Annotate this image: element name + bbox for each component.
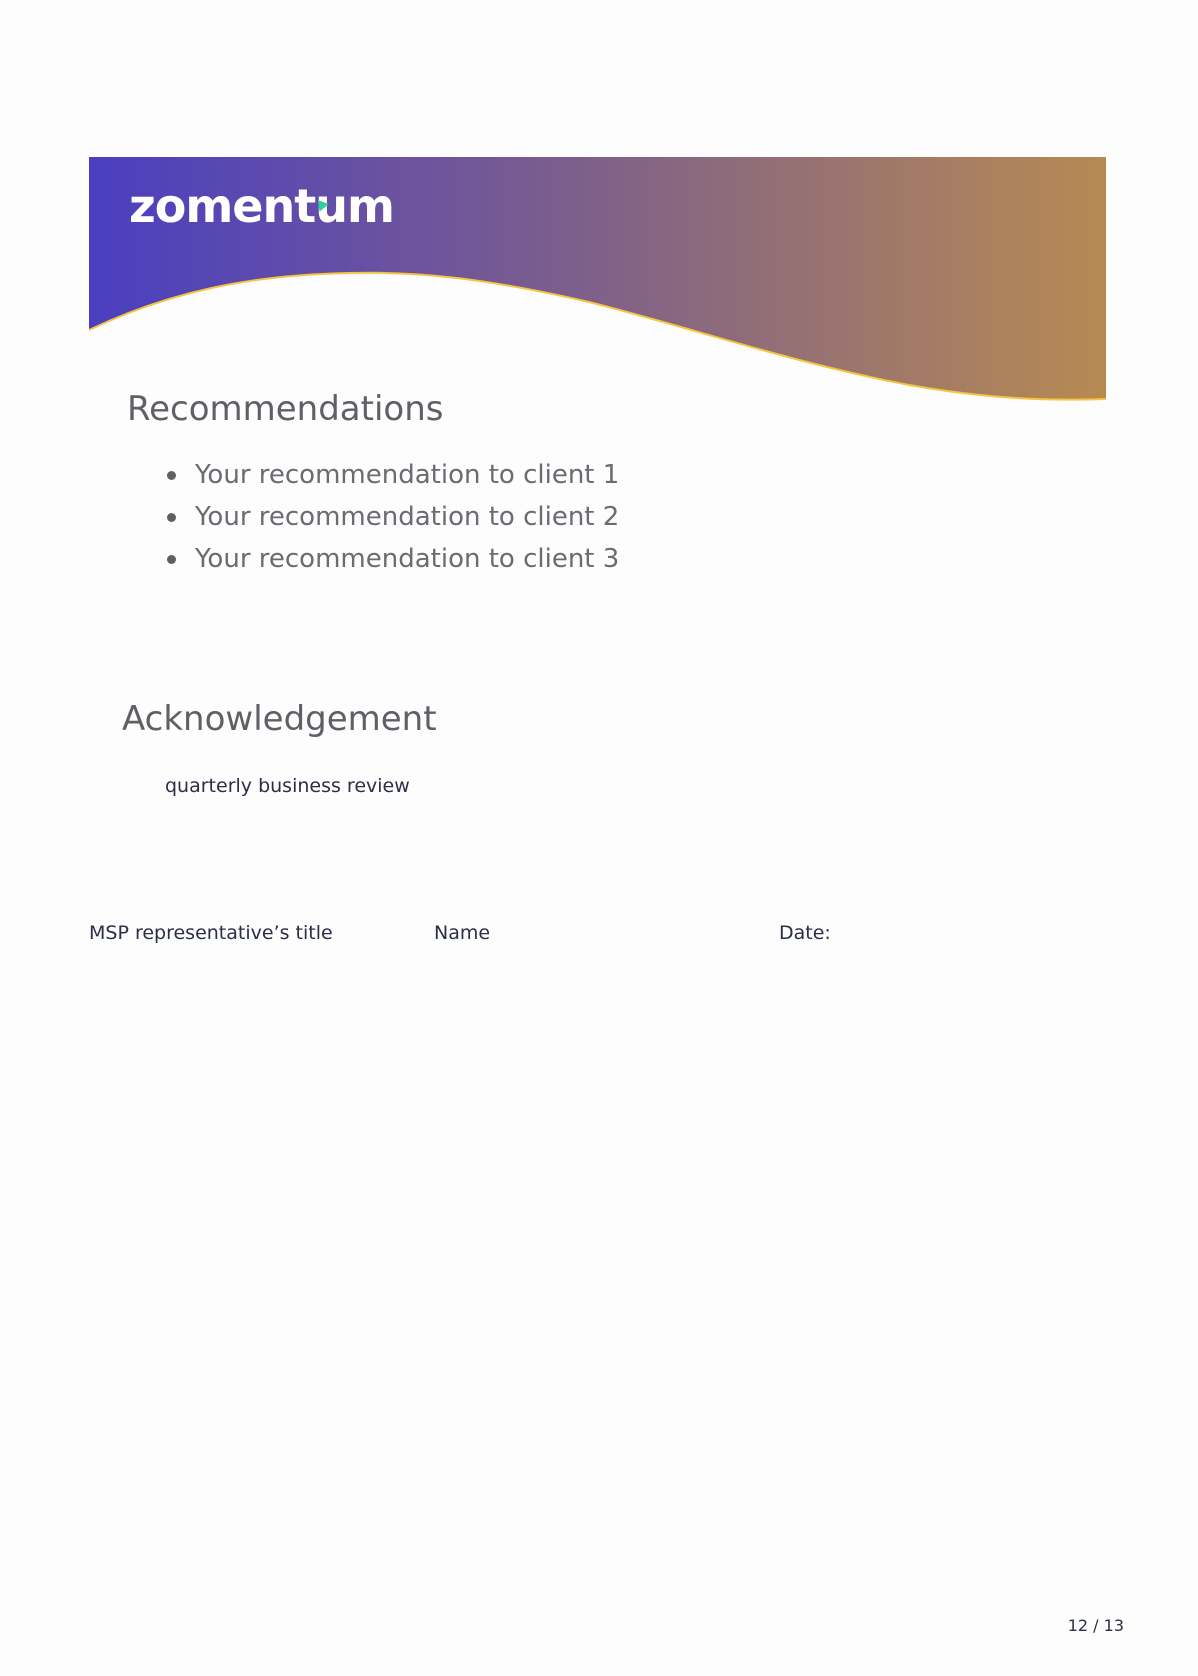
header-banner: [89, 157, 1106, 402]
bullet-icon: [167, 513, 176, 522]
recommendation-text: Your recommendation to client 1: [195, 460, 620, 490]
zomentum-logo: zomentum: [129, 179, 394, 233]
recommendation-text: Your recommendation to client 3: [195, 544, 620, 574]
page-number: 12 / 13: [1067, 1616, 1124, 1635]
list-item: [167, 454, 619, 496]
recommendations-list: [167, 454, 619, 580]
acknowledgement-subtitle: quarterly business review: [165, 775, 410, 797]
signature-name-label: Name: [434, 922, 491, 944]
list-item: [167, 496, 619, 538]
acknowledgement-heading: Acknowledgement: [122, 699, 437, 739]
signature-date-label: Date:: [779, 922, 831, 944]
bullet-icon: [167, 555, 176, 564]
list-item: [167, 538, 619, 580]
recommendation-text: Your recommendation to client 2: [195, 502, 620, 532]
recommendations-heading: Recommendations: [127, 389, 444, 429]
bullet-icon: [167, 471, 176, 480]
signature-title-label: MSP representative’s title: [89, 922, 333, 944]
